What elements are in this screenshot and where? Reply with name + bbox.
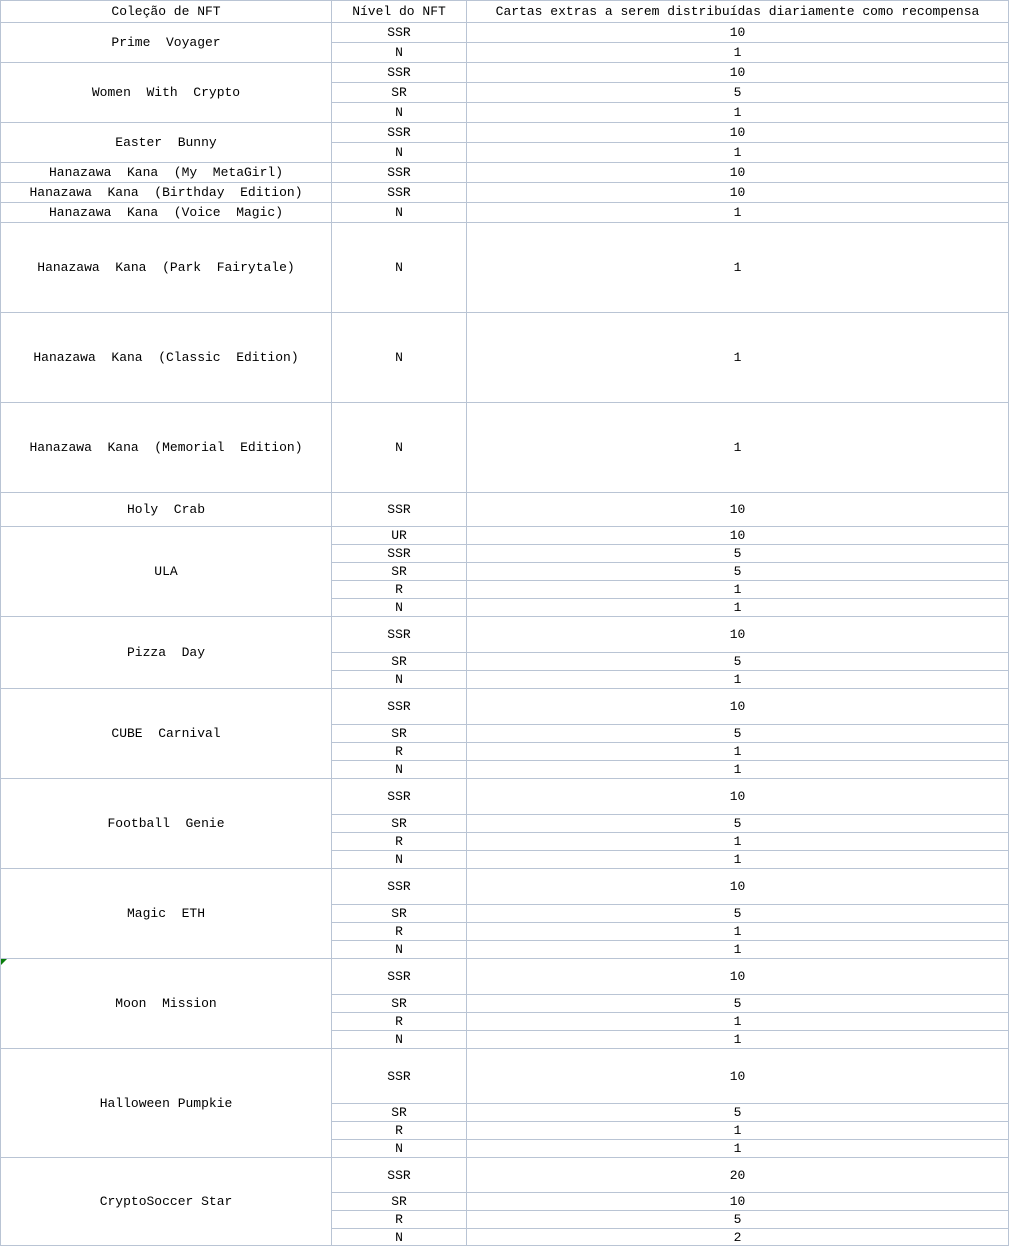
level-cell[interactable]: [332, 851, 467, 869]
level-cell[interactable]: [332, 815, 467, 833]
collection-cell[interactable]: [1, 403, 332, 493]
level-cell[interactable]: [332, 1211, 467, 1229]
collection-cell[interactable]: [1, 869, 332, 959]
level-value: N: [395, 205, 403, 220]
cards-value: 1: [733, 762, 742, 777]
cards-cell[interactable]: [467, 779, 1009, 815]
cards-value: 1: [733, 582, 742, 597]
cards-cell[interactable]: [467, 123, 1009, 143]
collection-name: Hanazawa Kana (Birthday Edition): [29, 185, 303, 200]
cards-value: 1: [733, 45, 742, 60]
table-row: [1, 617, 1009, 653]
table-row: [1, 223, 1009, 313]
level-value: SSR: [387, 699, 411, 714]
collection-name: Hanazawa Kana (Voice Magic): [48, 205, 284, 220]
collection-name: Halloween Pumpkie: [99, 1095, 233, 1111]
table-row: [1, 869, 1009, 905]
level-value: N: [395, 672, 403, 687]
level-value: R: [395, 582, 403, 597]
level-cell[interactable]: [332, 545, 467, 563]
collection-cell[interactable]: [1, 23, 332, 63]
cards-value: 10: [729, 185, 746, 200]
level-cell[interactable]: [332, 923, 467, 941]
level-value: SR: [391, 906, 407, 921]
level-cell[interactable]: [332, 1122, 467, 1140]
level-cell[interactable]: [332, 1229, 467, 1246]
collection-cell[interactable]: [1, 163, 332, 183]
column-header-cards-label: Cartas extras a serem distribuídas diariamente como recompensa: [495, 4, 980, 19]
cards-value: 5: [733, 546, 742, 561]
cards-value: 10: [729, 879, 746, 894]
cards-value: 20: [729, 1167, 746, 1183]
cards-cell[interactable]: [467, 143, 1009, 163]
collection-cell[interactable]: [1, 493, 332, 527]
level-cell[interactable]: [332, 223, 467, 313]
level-value: N: [395, 105, 403, 120]
column-header-level-label: Nível do NFT: [352, 4, 446, 19]
cards-value: 10: [729, 528, 746, 543]
cards-cell[interactable]: [467, 103, 1009, 123]
cards-value: 10: [729, 502, 746, 517]
cards-cell[interactable]: [467, 761, 1009, 779]
cards-cell[interactable]: [467, 581, 1009, 599]
level-cell[interactable]: [332, 833, 467, 851]
cards-value: 1: [733, 744, 742, 759]
cards-cell[interactable]: [467, 43, 1009, 63]
collection-cell[interactable]: [1, 617, 332, 689]
level-cell[interactable]: [332, 403, 467, 493]
level-cell[interactable]: [332, 1104, 467, 1122]
cards-value: 10: [729, 699, 746, 714]
level-cell[interactable]: [332, 905, 467, 923]
cards-value: 1: [733, 350, 742, 365]
column-header-collection[interactable]: [1, 1, 332, 23]
collection-cell[interactable]: [1, 1049, 332, 1158]
level-value: SR: [391, 816, 407, 831]
collection-name: Women With Crypto: [91, 85, 241, 100]
cards-value: 10: [729, 65, 746, 80]
cards-cell[interactable]: [467, 995, 1009, 1013]
level-value: R: [395, 1212, 403, 1227]
cards-value: 1: [733, 145, 742, 160]
cards-cell[interactable]: [467, 725, 1009, 743]
cards-value: 1: [733, 852, 742, 867]
cards-value: 1: [733, 105, 742, 120]
cards-value: 5: [733, 996, 742, 1011]
level-cell[interactable]: [332, 83, 467, 103]
cards-value: 1: [733, 672, 742, 687]
collection-cell[interactable]: [1, 689, 332, 779]
table-row: [1, 163, 1009, 183]
cards-value: 5: [733, 726, 742, 741]
level-value: SR: [391, 996, 407, 1011]
green-corner-flag-icon: [1, 959, 7, 965]
column-header-level[interactable]: [332, 1, 467, 23]
level-cell[interactable]: [332, 581, 467, 599]
level-cell[interactable]: [332, 123, 467, 143]
level-cell[interactable]: [332, 63, 467, 83]
cards-cell[interactable]: [467, 689, 1009, 725]
level-value: N: [395, 600, 403, 615]
table-row: [1, 23, 1009, 43]
level-cell[interactable]: [332, 761, 467, 779]
table-row: [1, 527, 1009, 545]
level-value: SSR: [387, 65, 411, 80]
cards-value: 1: [733, 1032, 742, 1047]
cards-cell[interactable]: [467, 1158, 1009, 1193]
collection-name: Hanazawa Kana (Park Fairytale): [37, 260, 295, 275]
level-value: UR: [391, 528, 407, 543]
cards-value: 5: [733, 816, 742, 831]
table-row: [1, 689, 1009, 725]
collection-cell[interactable]: [1, 123, 332, 163]
cards-cell[interactable]: [467, 1122, 1009, 1140]
cards-cell[interactable]: [467, 923, 1009, 941]
cards-cell[interactable]: [467, 851, 1009, 869]
table-row: [1, 203, 1009, 223]
cards-cell[interactable]: [467, 545, 1009, 563]
level-value: SSR: [387, 789, 411, 804]
cards-value: 5: [733, 654, 742, 669]
level-value: N: [395, 852, 403, 867]
cards-cell[interactable]: [467, 905, 1009, 923]
level-value: N: [395, 260, 403, 275]
cards-cell[interactable]: [467, 1229, 1009, 1246]
level-value: SR: [391, 85, 407, 100]
collection-name: Pizza Day: [126, 645, 205, 660]
collection-cell[interactable]: [1, 1158, 332, 1246]
sheet-header: [1, 1, 1009, 23]
level-cell[interactable]: [332, 43, 467, 63]
level-value: SSR: [387, 165, 411, 180]
cards-value: 10: [729, 969, 746, 984]
level-value: SSR: [387, 879, 411, 894]
level-cell[interactable]: [332, 103, 467, 123]
column-header-cards[interactable]: [467, 1, 1009, 23]
level-cell[interactable]: [332, 313, 467, 403]
collection-name: Holy Crab: [126, 502, 205, 517]
cards-cell[interactable]: [467, 527, 1009, 545]
cards-cell[interactable]: [467, 563, 1009, 581]
level-cell[interactable]: [332, 779, 467, 815]
cards-cell[interactable]: [467, 959, 1009, 995]
cards-cell[interactable]: [467, 1104, 1009, 1122]
table-row: [1, 959, 1009, 995]
level-value: SSR: [387, 25, 411, 40]
collection-name: Easter Bunny: [115, 135, 217, 150]
cards-cell[interactable]: [467, 833, 1009, 851]
sheet-body: [1, 23, 1009, 1246]
table-row: [1, 123, 1009, 143]
cards-value: 1: [733, 1141, 742, 1156]
level-value: SSR: [387, 546, 411, 561]
level-value: R: [395, 924, 403, 939]
cards-cell[interactable]: [467, 599, 1009, 617]
level-value: SR: [391, 564, 407, 579]
table-row: [1, 1049, 1009, 1104]
level-cell[interactable]: [332, 653, 467, 671]
level-cell[interactable]: [332, 689, 467, 725]
table-row: [1, 493, 1009, 527]
level-value: R: [395, 1123, 403, 1138]
level-cell[interactable]: [332, 671, 467, 689]
cards-value: 5: [733, 564, 742, 579]
level-cell[interactable]: [332, 869, 467, 905]
collection-name: CUBE Carnival: [111, 726, 221, 741]
level-value: R: [395, 744, 403, 759]
level-cell[interactable]: [332, 1013, 467, 1031]
collection-cell[interactable]: [1, 203, 332, 223]
cards-value: 10: [729, 627, 746, 642]
level-cell[interactable]: [332, 725, 467, 743]
level-value: N: [395, 1141, 403, 1156]
level-cell[interactable]: [332, 563, 467, 581]
level-value: SSR: [387, 969, 411, 984]
level-value: SSR: [387, 1167, 411, 1183]
level-value: SR: [391, 1105, 407, 1120]
table-row: [1, 63, 1009, 83]
cards-cell[interactable]: [467, 83, 1009, 103]
level-cell[interactable]: [332, 599, 467, 617]
level-value: N: [395, 145, 403, 160]
cards-value: 10: [729, 125, 746, 140]
collection-name: Football Genie: [107, 816, 225, 831]
cards-cell[interactable]: [467, 183, 1009, 203]
column-header-collection-label: Coleção de NFT: [111, 4, 221, 19]
cards-value: 5: [733, 1105, 742, 1120]
level-value: SR: [391, 1194, 407, 1209]
cards-value: 1: [733, 924, 742, 939]
cards-cell[interactable]: [467, 23, 1009, 43]
collection-name: Hanazawa Kana (Memorial Edition): [29, 440, 303, 455]
cards-value: 1: [733, 205, 742, 220]
table-row: [1, 183, 1009, 203]
collection-cell[interactable]: [1, 183, 332, 203]
cards-cell[interactable]: [467, 671, 1009, 689]
table-row: [1, 403, 1009, 493]
cards-value: 5: [733, 85, 742, 100]
collection-name: ULA: [154, 564, 178, 579]
level-cell[interactable]: [332, 23, 467, 43]
cards-value: 1: [733, 1123, 742, 1138]
cards-cell[interactable]: [467, 1013, 1009, 1031]
level-cell[interactable]: [332, 1158, 467, 1193]
cards-cell[interactable]: [467, 1193, 1009, 1211]
cards-cell[interactable]: [467, 941, 1009, 959]
collection-name: Hanazawa Kana (Classic Edition): [33, 350, 299, 365]
cards-cell[interactable]: [467, 63, 1009, 83]
level-cell[interactable]: [332, 959, 467, 995]
cards-cell[interactable]: [467, 869, 1009, 905]
collection-cell[interactable]: [1, 223, 332, 313]
level-value: SSR: [387, 1068, 411, 1084]
cards-cell[interactable]: [467, 203, 1009, 223]
level-cell[interactable]: [332, 527, 467, 545]
level-value: SSR: [387, 125, 411, 140]
cards-value: 10: [729, 25, 746, 40]
level-cell[interactable]: [332, 163, 467, 183]
cards-cell[interactable]: [467, 617, 1009, 653]
level-value: N: [395, 762, 403, 777]
level-value: R: [395, 834, 403, 849]
collection-name: Hanazawa Kana (My MetaGirl): [48, 165, 284, 180]
cards-value: 1: [733, 1014, 742, 1029]
cards-cell[interactable]: [467, 223, 1009, 313]
level-cell[interactable]: [332, 1140, 467, 1158]
cards-value: 10: [729, 789, 746, 804]
level-value: SR: [391, 654, 407, 669]
cards-value: 1: [733, 834, 742, 849]
level-cell[interactable]: [332, 1049, 467, 1104]
cards-value: 10: [729, 165, 746, 180]
level-value: N: [395, 1229, 403, 1245]
collection-name: Prime Voyager: [111, 35, 221, 50]
level-value: N: [395, 1032, 403, 1047]
cards-value: 1: [733, 942, 742, 957]
cards-cell[interactable]: [467, 815, 1009, 833]
cards-cell[interactable]: [467, 1211, 1009, 1229]
level-cell[interactable]: [332, 1193, 467, 1211]
level-cell[interactable]: [332, 143, 467, 163]
cards-cell[interactable]: [467, 493, 1009, 527]
collection-name: CryptoSoccer Star: [99, 1194, 233, 1209]
level-value: N: [395, 350, 403, 365]
collection-cell[interactable]: [1, 959, 332, 1049]
level-cell[interactable]: [332, 203, 467, 223]
level-cell[interactable]: [332, 183, 467, 203]
collection-cell[interactable]: [1, 313, 332, 403]
level-value: N: [395, 45, 403, 60]
cards-value: 1: [733, 600, 742, 615]
collection-name: Moon Mission: [115, 996, 217, 1011]
level-value: SR: [391, 726, 407, 741]
cards-cell[interactable]: [467, 163, 1009, 183]
level-cell[interactable]: [332, 617, 467, 653]
level-cell[interactable]: [332, 493, 467, 527]
collection-cell[interactable]: [1, 63, 332, 123]
cards-value: 5: [733, 1212, 742, 1227]
cards-value: 2: [733, 1229, 742, 1245]
collection-cell[interactable]: [1, 779, 332, 869]
cards-cell[interactable]: [467, 313, 1009, 403]
level-cell[interactable]: [332, 743, 467, 761]
level-cell[interactable]: [332, 1031, 467, 1049]
cards-cell[interactable]: [467, 1031, 1009, 1049]
level-value: SSR: [387, 185, 411, 200]
level-value: N: [395, 942, 403, 957]
cards-value: 1: [733, 260, 742, 275]
level-value: R: [395, 1014, 403, 1029]
cards-cell[interactable]: [467, 403, 1009, 493]
cards-cell[interactable]: [467, 653, 1009, 671]
level-cell[interactable]: [332, 941, 467, 959]
collection-name: Magic ETH: [126, 906, 205, 921]
table-row: [1, 779, 1009, 815]
level-value: N: [395, 440, 403, 455]
cards-cell[interactable]: [467, 1140, 1009, 1158]
cards-cell[interactable]: [467, 1049, 1009, 1104]
cards-value: 1: [733, 440, 742, 455]
table-row: [1, 1158, 1009, 1193]
table-row: [1, 313, 1009, 403]
cards-value: 5: [733, 906, 742, 921]
level-cell[interactable]: [332, 995, 467, 1013]
level-value: SSR: [387, 627, 411, 642]
collection-cell[interactable]: [1, 527, 332, 617]
cards-value: 10: [729, 1068, 746, 1084]
cards-cell[interactable]: [467, 743, 1009, 761]
cards-value: 10: [729, 1194, 746, 1209]
level-value: SSR: [387, 502, 411, 517]
